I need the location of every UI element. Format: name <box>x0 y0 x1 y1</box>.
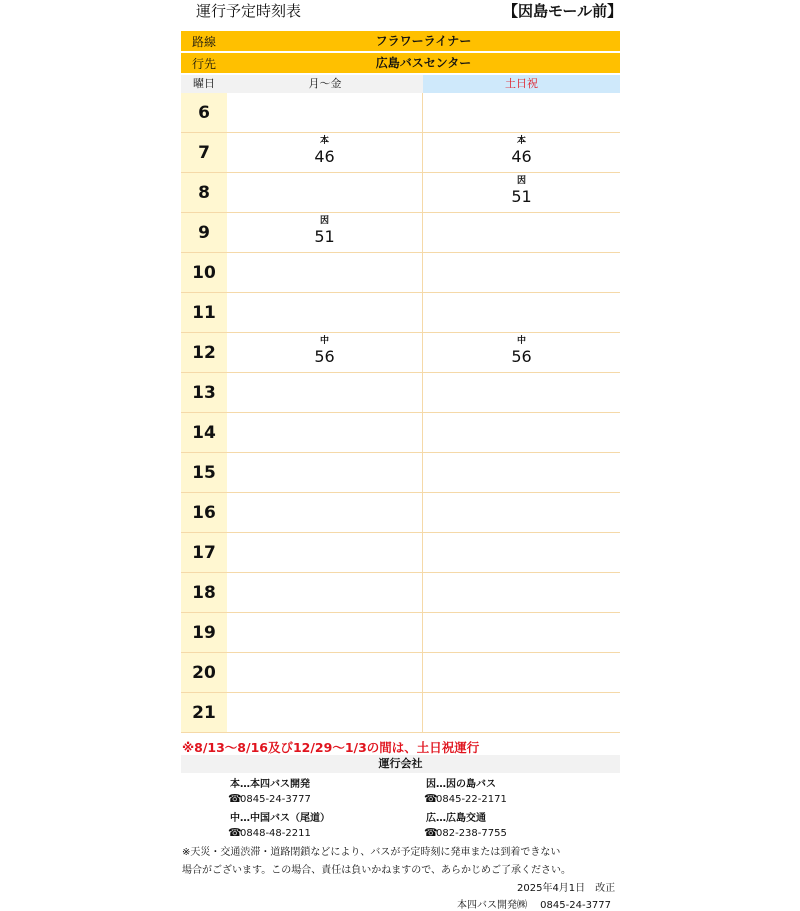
hour-cell: 13 <box>181 373 227 412</box>
table-row <box>181 453 620 493</box>
weekday-cell <box>227 453 423 492</box>
operator-phone <box>424 826 507 839</box>
weekday-cell <box>227 413 423 452</box>
table-row <box>181 493 620 533</box>
weekday-cell <box>227 173 423 212</box>
operator-name: 中…中国バス（尾道） <box>230 813 330 824</box>
weekend-cell <box>423 573 620 612</box>
day-header-row <box>181 75 620 93</box>
weekend-cell <box>423 453 620 492</box>
hour-cell: 15 <box>181 453 227 492</box>
departure-minute: 46 <box>314 147 335 166</box>
table-row <box>181 213 620 253</box>
weekend-cell <box>423 373 620 412</box>
departure <box>423 335 620 367</box>
departure-minute: 51 <box>314 227 335 246</box>
operator-mark: 因 <box>516 176 526 186</box>
weekday-cell <box>227 613 423 652</box>
departure <box>423 175 620 207</box>
operator-phone-number: 082-238-7755 <box>436 828 507 839</box>
table-row <box>181 413 620 453</box>
weekend-cell <box>423 93 620 132</box>
operator-phone <box>424 792 507 805</box>
departure-minute: 46 <box>511 147 532 166</box>
hour-cell: 18 <box>181 573 227 612</box>
weekday-cell <box>227 373 423 412</box>
operator-phone <box>228 792 311 805</box>
holiday-note: ※8/13～8/16及び12/29～1/3の間は、土日祝運行 <box>182 740 480 755</box>
table-row <box>181 93 620 133</box>
weekend-cell <box>423 533 620 572</box>
stop-name: 【因島モール前】 <box>503 2 623 20</box>
timetable-grid <box>181 93 620 733</box>
hour-cell: 21 <box>181 693 227 732</box>
hour-cell: 7 <box>181 133 227 172</box>
departure <box>227 335 422 367</box>
hour-cell: 10 <box>181 253 227 292</box>
departure <box>423 135 620 167</box>
hour-cell: 9 <box>181 213 227 252</box>
operators-heading: 運行会社 <box>181 755 620 773</box>
publisher-info: 本四バス開発㈱ 0845-24-3777 <box>457 900 612 911</box>
table-row <box>181 293 620 333</box>
weekend-cell <box>423 173 620 212</box>
destination-value: 広島バスセンター <box>375 56 472 70</box>
hour-cell: 19 <box>181 613 227 652</box>
weekday-cell <box>227 133 423 172</box>
weekday-cell <box>227 653 423 692</box>
operator-mark: 中 <box>516 336 526 346</box>
hour-cell: 17 <box>181 533 227 572</box>
table-row <box>181 613 620 653</box>
route-row <box>181 31 620 52</box>
weekday-cell <box>227 493 423 532</box>
weekday-cell <box>227 573 423 612</box>
operator-mark: 本 <box>516 136 526 146</box>
table-row <box>181 693 620 733</box>
hour-cell: 12 <box>181 333 227 372</box>
disclaimer-line: ※天災・交通渋滞・道路閉鎖などにより、バスが予定時刻に発車または到着できない <box>182 847 561 858</box>
table-row <box>181 253 620 293</box>
weekend-header: 土日祝 <box>423 75 620 93</box>
table-row <box>181 533 620 573</box>
operator-name: 本…本四バス開発 <box>230 779 310 790</box>
destination-label: 行先 <box>191 56 216 71</box>
table-row <box>181 373 620 413</box>
operator-phone <box>228 826 311 839</box>
operator-mark: 中 <box>319 336 329 346</box>
operator-name: 因…因の島バス <box>426 779 496 790</box>
departure <box>227 135 422 167</box>
weekend-cell <box>423 493 620 532</box>
revision-date: 2025年4月1日 改正 <box>517 883 616 894</box>
weekend-cell <box>423 653 620 692</box>
hour-cell: 8 <box>181 173 227 212</box>
weekend-cell <box>423 293 620 332</box>
departure-minute: 56 <box>314 347 335 366</box>
route-value: フラワーライナー <box>375 34 472 48</box>
departure-minute: 56 <box>511 347 532 366</box>
weekday-cell <box>227 253 423 292</box>
operator-name: 広…広島交通 <box>426 813 486 824</box>
hour-cell: 6 <box>181 93 227 132</box>
weekday-cell <box>227 693 423 732</box>
weekday-cell <box>227 213 423 252</box>
hour-cell: 11 <box>181 293 227 332</box>
destination-row <box>181 53 620 73</box>
page-title: 運行予定時刻表 <box>196 2 302 20</box>
table-row <box>181 573 620 613</box>
table-row <box>181 653 620 693</box>
weekend-cell <box>423 213 620 252</box>
operator-mark: 本 <box>319 136 329 146</box>
table-row <box>181 173 620 213</box>
departure <box>227 215 422 247</box>
operator-phone-number: 0848-48-2211 <box>240 828 311 839</box>
weekend-cell <box>423 253 620 292</box>
disclaimer-line: 場合がございます。この場合、責任は負いかねますので、あらかじめご了承ください。 <box>182 865 571 876</box>
weekday-cell <box>227 333 423 372</box>
phone-icon: ☎ <box>424 792 438 805</box>
operator-phone-number: 0845-22-2171 <box>436 794 507 805</box>
weekend-cell <box>423 613 620 652</box>
day-label: 曜日 <box>181 75 227 93</box>
operator-mark: 因 <box>319 216 329 226</box>
phone-icon: ☎ <box>228 792 242 805</box>
table-row <box>181 333 620 373</box>
weekend-cell <box>423 133 620 172</box>
weekend-cell <box>423 413 620 452</box>
weekday-header: 月～金 <box>227 75 423 93</box>
departure-minute: 51 <box>511 187 532 206</box>
phone-icon: ☎ <box>424 826 438 839</box>
weekday-cell <box>227 533 423 572</box>
phone-icon: ☎ <box>228 826 242 839</box>
weekend-cell <box>423 333 620 372</box>
weekday-cell <box>227 293 423 332</box>
operator-phone-number: 0845-24-3777 <box>240 794 311 805</box>
hour-cell: 16 <box>181 493 227 532</box>
hour-cell: 20 <box>181 653 227 692</box>
weekend-cell <box>423 693 620 732</box>
hour-cell: 14 <box>181 413 227 452</box>
weekday-cell <box>227 93 423 132</box>
route-label: 路線 <box>191 34 216 49</box>
table-row <box>181 133 620 173</box>
